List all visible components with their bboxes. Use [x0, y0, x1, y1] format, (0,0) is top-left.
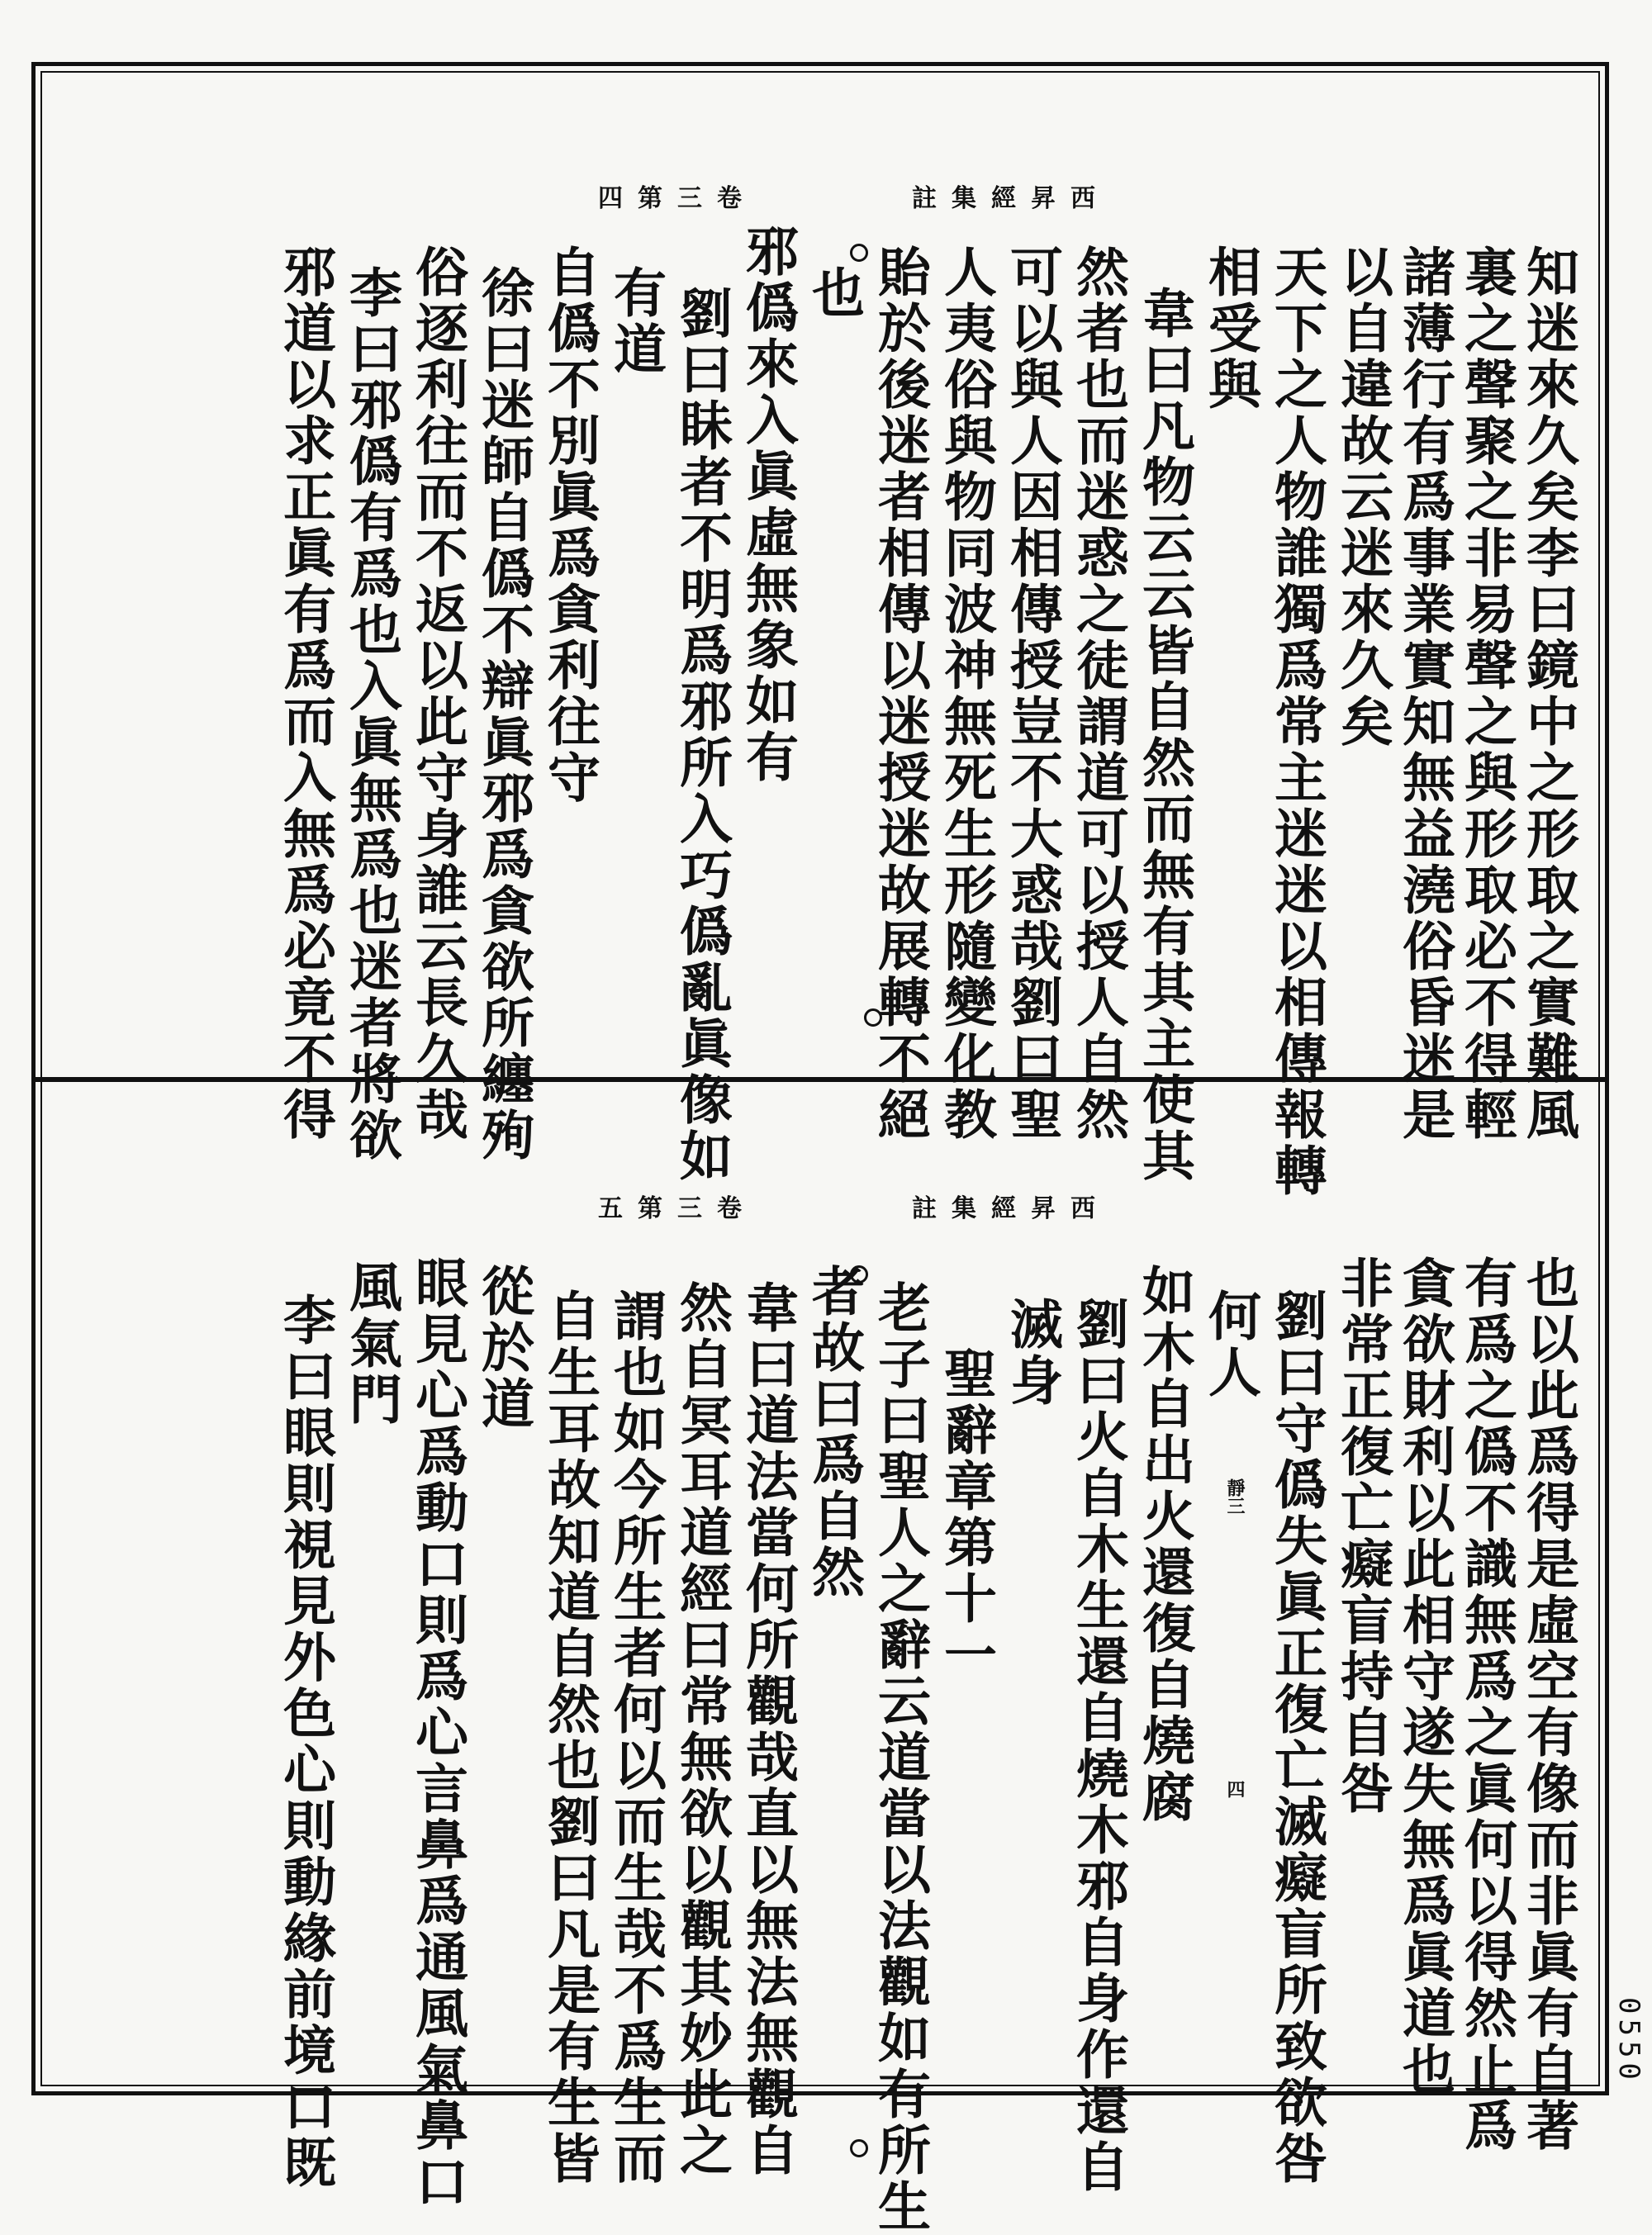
text-column: 可以與人因相傳授豈不大惑哉劉曰聖 — [1001, 244, 1063, 1143]
text-column: 人夷俗與物同波神無死生形隨變化教 — [935, 244, 997, 1143]
text-column: 如木自出火還復自燒腐 — [1133, 1264, 1195, 1825]
bottom-page — [36, 1082, 1604, 2235]
margin-note: 靜三 — [1224, 1478, 1246, 1515]
text-column: 天下之人物誰獨爲常主迷迷以相傳報轉 — [1265, 244, 1327, 1199]
text-column: 者故曰爲自然 — [803, 1264, 865, 1601]
text-column: 滅身 — [1001, 1297, 1063, 1409]
text-column: 然者也而迷惑之徒謂道可以授人自然 — [1067, 244, 1129, 1143]
bottom-header-volume: 五第三卷 — [598, 1194, 757, 1223]
text-column: 韋曰道法當何所觀哉直以無法無觀自 — [737, 1280, 799, 2179]
punctuation-circle — [850, 1265, 868, 1284]
text-column: 風氣門 — [340, 1260, 402, 1428]
text-column: 自僞不別眞爲貪利往守 — [539, 244, 601, 806]
top-header-title: 註集經昇西 — [912, 184, 1110, 213]
text-column: 從於道 — [472, 1264, 534, 1432]
top-header-volume: 四第三卷 — [598, 184, 757, 213]
text-column: 相受與 — [1199, 244, 1261, 413]
text-column: 聖辭章第十一 — [935, 1346, 997, 1683]
text-column: 老子曰聖人之辭云道當以法觀如有所生 — [869, 1280, 931, 2235]
text-column: 知迷來久矣李曰鏡中之形取之實難風 — [1517, 244, 1579, 1143]
text-column: 貽於後迷者相傳以迷授迷故展轉不絕 — [869, 244, 931, 1143]
text-column: 自生耳故知道自然也劉曰凡是有生皆 — [539, 1288, 601, 2187]
punctuation-circle — [850, 244, 868, 262]
punctuation-circle — [850, 2139, 868, 2157]
text-column: 非常正復亡癡盲持自咎 — [1332, 1255, 1393, 1817]
text-column: 何人 — [1199, 1288, 1261, 1401]
text-column: 劉曰眛者不明爲邪所入巧僞亂眞像如 — [671, 286, 733, 1184]
text-column: 李曰邪僞有爲也入眞無爲也迷者將欲 — [340, 265, 402, 1164]
top-page — [36, 67, 1604, 1199]
bottom-header — [598, 1189, 1110, 1222]
text-column: 也 — [803, 265, 865, 321]
text-column: 謂也如今所生者何以而生哉不爲生而 — [605, 1288, 667, 2187]
text-column: 徐曰迷師自僞不辯眞邪爲貪欲所纏殉 — [472, 265, 534, 1164]
text-column: 裏之聲聚之非易聲之與形取必不得輕 — [1455, 244, 1517, 1143]
bottom-header-title: 註集經昇西 — [912, 1194, 1110, 1223]
text-column: 劉曰火自木生還自燒木邪自身作還自 — [1067, 1297, 1129, 2195]
text-column: 俗逐利往而不返以此守身誰云長久哉 — [406, 244, 468, 1143]
text-column: 邪道以求正眞有爲而入無爲必竟不得 — [274, 244, 336, 1143]
text-column: 有道 — [605, 265, 667, 377]
text-column: 諸薄行有爲事業實知無益澆俗昏迷是 — [1393, 244, 1455, 1143]
text-column: 劉曰守僞失眞正復亡滅癡盲所致欲咎 — [1265, 1288, 1327, 2187]
text-column: 以自違故云迷來久矣 — [1332, 244, 1393, 750]
text-column: 韋曰凡物云云皆自然而無有其主使其 — [1133, 286, 1195, 1184]
text-column: 有爲之僞不識無爲之眞何以得然止爲 — [1455, 1255, 1517, 2154]
text-column: 李曰眼則視見外色心則動緣前境口既 — [274, 1293, 336, 2191]
text-column: 然自冥耳道經曰常無欲以觀其妙此之 — [671, 1280, 733, 2179]
margin-note: 四 — [1224, 1780, 1246, 1798]
text-column: 邪僞來入眞虛無象如有 — [737, 224, 799, 785]
page-number: 0550 — [1612, 1997, 1645, 2085]
text-column: 眼見心爲動口則爲心言鼻爲通風氣鼻口 — [406, 1255, 468, 2210]
text-column: 貪欲財利以此相守遂失無爲眞道也 — [1393, 1255, 1455, 2098]
punctuation-circle — [864, 1008, 882, 1027]
text-column: 也以此爲得是虛空有像而非眞有自著 — [1517, 1255, 1579, 2154]
top-header — [598, 179, 1110, 212]
